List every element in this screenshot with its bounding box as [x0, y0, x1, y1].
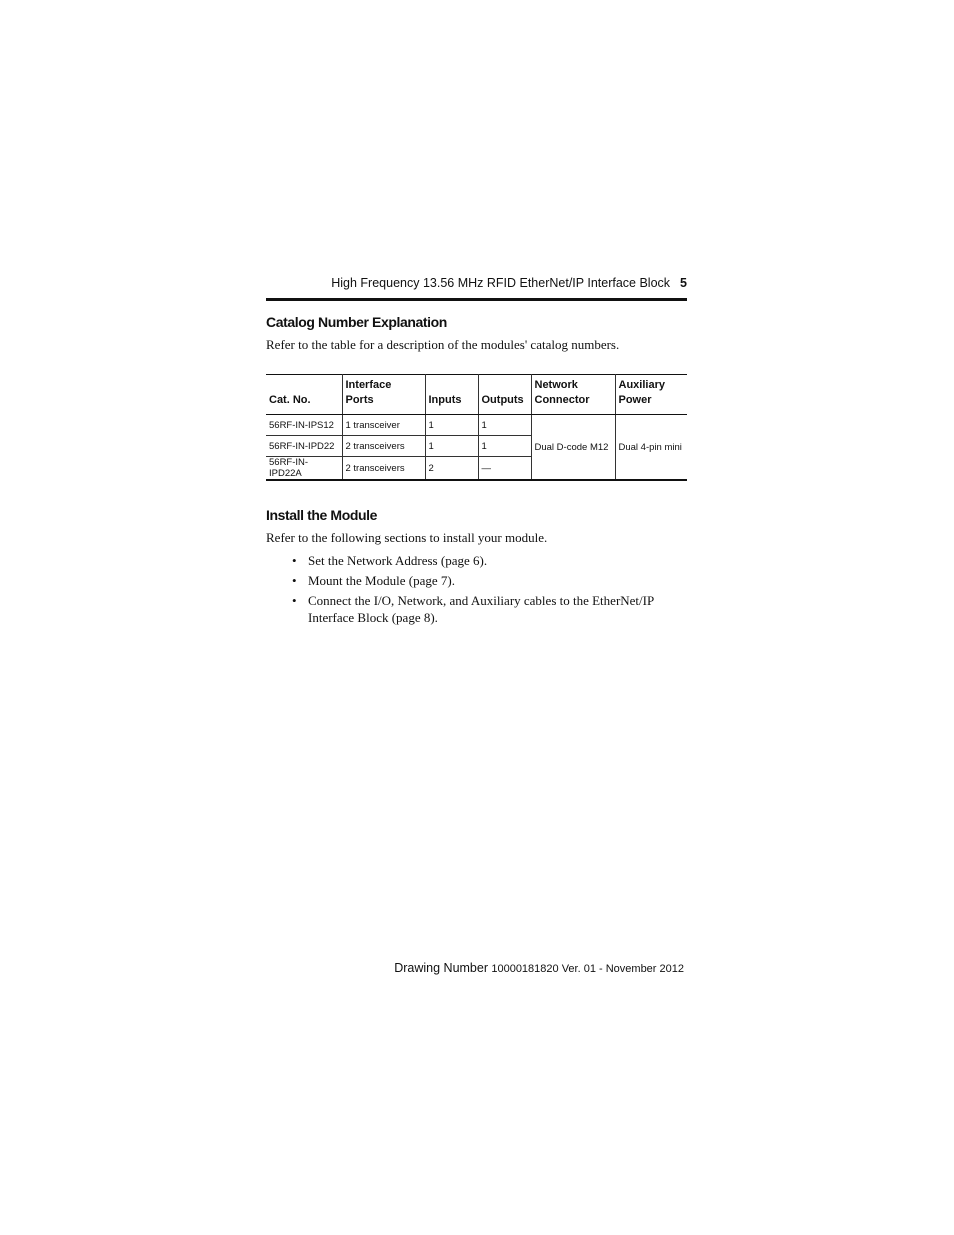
- catalog-section-heading: Catalog Number Explanation: [266, 314, 447, 330]
- cell-inputs: 2: [425, 457, 478, 481]
- bullet-icon: •: [292, 593, 297, 608]
- column-header-outputs: Outputs: [478, 375, 531, 415]
- column-header-interface-ports: Interface Ports: [342, 375, 425, 415]
- list-item: [292, 572, 692, 589]
- bullet-icon: •: [292, 573, 297, 588]
- install-section-intro: Refer to the following sections to install your module.: [266, 530, 548, 545]
- cell-outputs: —: [478, 457, 531, 481]
- bullet-icon: •: [292, 553, 297, 568]
- install-section-heading: Install the Module: [266, 507, 378, 523]
- drawing-number-label: Drawing Number: [394, 961, 488, 975]
- list-item-text: Connect the I/O, Network, and Auxiliary cables to the EtherNet/IP Interface Block (page 8).: [308, 593, 654, 625]
- cell-interface-ports: 2 transceivers: [342, 436, 425, 457]
- column-header-auxiliary-power: Auxiliary Power: [615, 375, 687, 415]
- install-steps-list: [292, 552, 692, 629]
- cell-auxiliary-power: Dual 4-pin mini: [615, 415, 687, 481]
- cell-interface-ports: 2 transceivers: [342, 457, 425, 481]
- table-header-row: [266, 375, 687, 415]
- list-item-text: Set the Network Address (page 6).: [308, 553, 488, 568]
- list-item: [292, 592, 692, 626]
- column-header-network-connector: Network Connector: [531, 375, 615, 415]
- cell-cat-no: 56RF-IN-IPD22: [266, 436, 342, 457]
- page-number: 5: [680, 276, 687, 290]
- cell-inputs: 1: [425, 415, 478, 436]
- cell-network-connector: Dual D-code M12: [531, 415, 615, 481]
- footer: [266, 961, 684, 975]
- column-header-cat-no: Cat. No.: [266, 375, 342, 415]
- header-rule: [266, 298, 687, 301]
- drawing-number-value: 10000181820 Ver. 01 - November 2012: [491, 963, 684, 975]
- catalog-table: [266, 374, 687, 481]
- cell-inputs: 1: [425, 436, 478, 457]
- cell-interface-ports: 1 transceiver: [342, 415, 425, 436]
- catalog-section-intro: Refer to the table for a description of the modules' catalog numbers.: [266, 337, 620, 352]
- cell-outputs: 1: [478, 436, 531, 457]
- table-row: [266, 415, 687, 436]
- running-header: [266, 276, 687, 290]
- list-item: [292, 552, 692, 569]
- column-header-inputs: Inputs: [425, 375, 478, 415]
- list-item-text: Mount the Module (page 7).: [308, 573, 455, 588]
- cell-outputs: 1: [478, 415, 531, 436]
- cell-cat-no: 56RF-IN-IPS12: [266, 415, 342, 436]
- running-header-title: High Frequency 13.56 MHz RFID EtherNet/IP Interface Block: [331, 276, 671, 290]
- cell-cat-no: 56RF-IN-IPD22A: [266, 457, 342, 481]
